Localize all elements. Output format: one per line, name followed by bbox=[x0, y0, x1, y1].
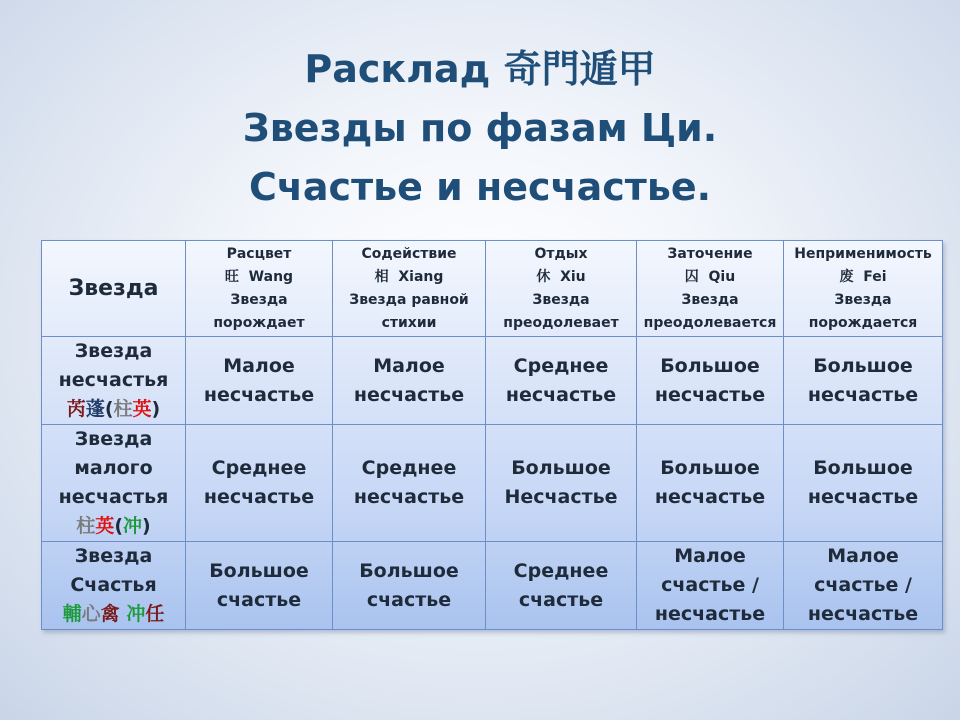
row-label-line: Звезда bbox=[74, 428, 153, 450]
header-star: Звезда bbox=[42, 241, 186, 337]
row-label-misfortune bbox=[42, 337, 186, 425]
header-phase-desc: преодолевается bbox=[643, 314, 777, 331]
star-char: 柱 bbox=[76, 515, 96, 537]
row-star-chars bbox=[45, 600, 182, 629]
star-char: 任 bbox=[145, 603, 165, 625]
header-phase-desc: Звезда bbox=[230, 291, 288, 308]
star-char: 柱 bbox=[113, 398, 133, 420]
header-phase-desc: Звезда bbox=[681, 291, 739, 308]
star-char: ) bbox=[142, 515, 151, 537]
row-label-fortune bbox=[42, 542, 186, 630]
table-cell: Большое Несчастье bbox=[486, 425, 637, 542]
header-phase-name: Содействие bbox=[361, 245, 457, 262]
header-phase-name: Неприменимость bbox=[794, 245, 932, 262]
star-char: 心 bbox=[81, 603, 101, 625]
header-phase-name: Расцвет bbox=[226, 245, 292, 262]
table-cell: Большое счастье bbox=[333, 542, 486, 630]
table-row bbox=[42, 425, 943, 542]
star-char: 英 bbox=[95, 515, 115, 537]
table-cell: Большое несчастье bbox=[637, 337, 784, 425]
star-char: 冲 bbox=[123, 515, 143, 537]
table-cell: Малое счастье / несчастье bbox=[637, 542, 784, 630]
star-char: ) bbox=[151, 398, 161, 420]
star-char: 輔 bbox=[62, 603, 82, 625]
table-cell: Малое счастье / несчастье bbox=[784, 542, 943, 630]
table-cell: Малое несчастье bbox=[333, 337, 486, 425]
header-xiu bbox=[486, 241, 637, 337]
table-cell: Большое счастье bbox=[186, 542, 333, 630]
header-phase-name: Отдых bbox=[534, 245, 588, 262]
header-phase-desc: Звезда bbox=[834, 291, 892, 308]
header-qiu bbox=[637, 241, 784, 337]
header-phase-desc: стихии bbox=[381, 314, 437, 331]
row-star-chars bbox=[45, 512, 182, 541]
header-phase-char: 废 Fei bbox=[839, 268, 887, 285]
table-row bbox=[42, 542, 943, 630]
row-label-line: несчастья bbox=[58, 486, 169, 508]
title-line-2: Звезды по фазам Ци. bbox=[242, 106, 718, 150]
header-phase-char: 休 Xiu bbox=[536, 268, 586, 285]
header-wang bbox=[186, 241, 333, 337]
qi-phase-table bbox=[41, 240, 943, 630]
title-line-1: Расклад 奇門遁甲 bbox=[304, 47, 656, 91]
row-label-line: малого bbox=[74, 457, 153, 479]
star-char: ( bbox=[114, 515, 123, 537]
header-phase-desc: преодолевает bbox=[503, 314, 619, 331]
header-phase-desc: порождает bbox=[213, 314, 305, 331]
table-cell: Среднее несчастье bbox=[486, 337, 637, 425]
table-cell: Среднее несчастье bbox=[186, 425, 333, 542]
header-phase-desc: Звезда bbox=[532, 291, 590, 308]
header-phase-char: 相 Xiang bbox=[374, 268, 444, 285]
title-line-3: Счастье и несчастье. bbox=[248, 165, 712, 209]
row-label-line: Счастья bbox=[70, 574, 157, 596]
header-phase-name: Заточение bbox=[667, 245, 753, 262]
table-cell: Большое несчастье bbox=[784, 337, 943, 425]
table-cell: Малое несчастье bbox=[186, 337, 333, 425]
star-char: 芮 bbox=[66, 398, 86, 420]
star-char: 英 bbox=[132, 398, 152, 420]
row-label-line: Звезда bbox=[74, 340, 153, 362]
header-xiang bbox=[333, 241, 486, 337]
table-row bbox=[42, 337, 943, 425]
row-label-line: несчастья bbox=[58, 369, 169, 391]
slide-title bbox=[0, 40, 960, 217]
row-label-small-misfortune bbox=[42, 425, 186, 542]
header-phase-desc: Звезда равной bbox=[349, 291, 469, 308]
star-char: 蓬 bbox=[85, 398, 105, 420]
row-label-line: Звезда bbox=[74, 545, 153, 567]
header-row bbox=[42, 241, 943, 337]
star-char: ( bbox=[104, 398, 114, 420]
star-char: 冲 bbox=[126, 603, 146, 625]
header-phase-desc: порождается bbox=[808, 314, 918, 331]
table-cell: Большое несчастье bbox=[637, 425, 784, 542]
star-char: 禽 bbox=[100, 603, 120, 625]
table-cell: Среднее несчастье bbox=[333, 425, 486, 542]
row-star-chars bbox=[45, 395, 182, 424]
header-phase-char: 囚 Qiu bbox=[684, 268, 736, 285]
header-phase-char: 旺 Wang bbox=[224, 268, 294, 285]
table-cell: Большое несчастье bbox=[784, 425, 943, 542]
header-fei bbox=[784, 241, 943, 337]
table-cell: Среднее счастье bbox=[486, 542, 637, 630]
